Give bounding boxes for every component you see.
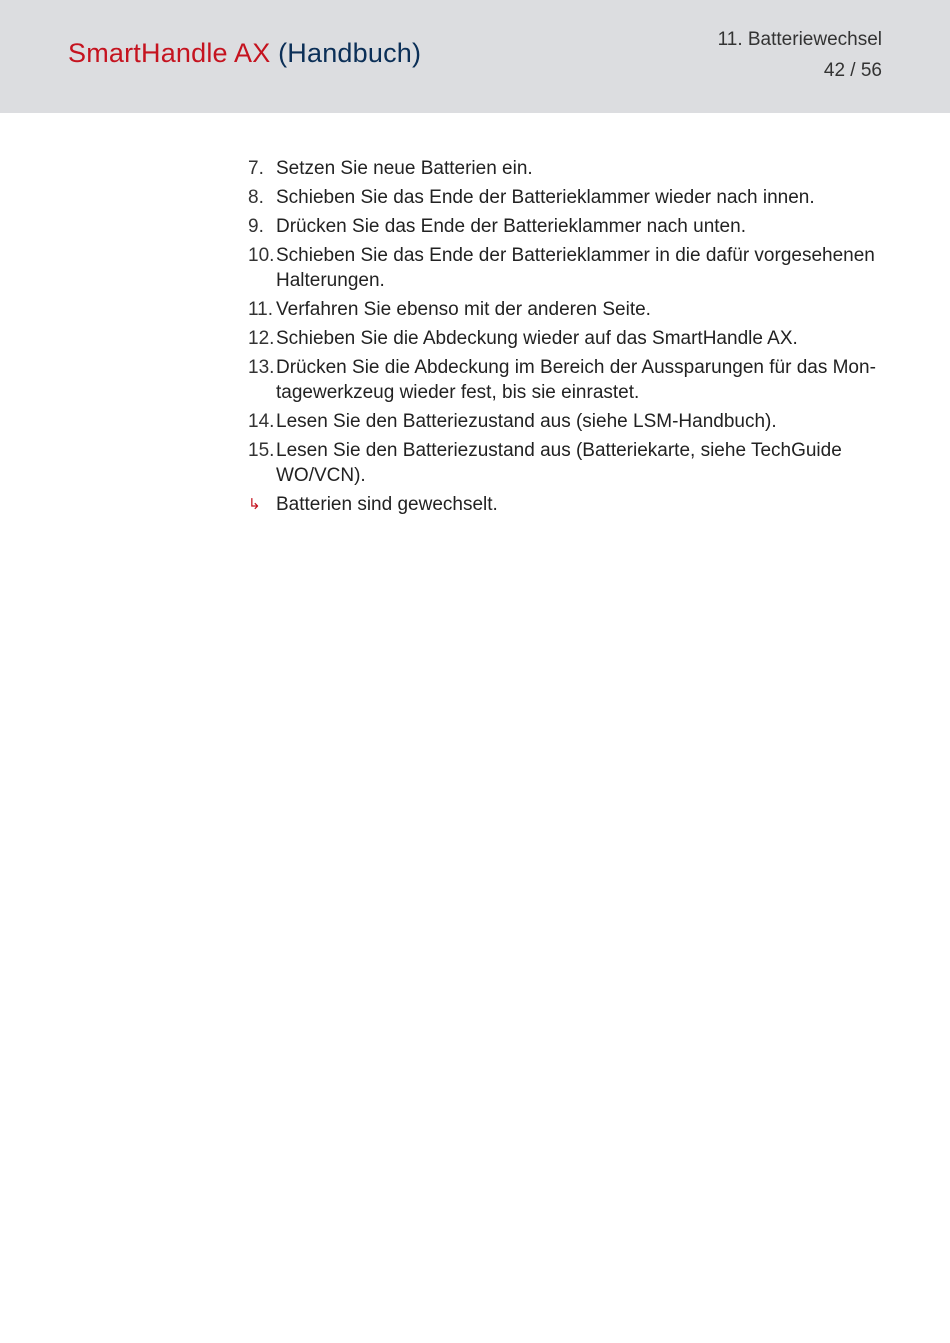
list-item — [248, 438, 878, 488]
list-item — [248, 409, 878, 434]
step-text: Schieben Sie die Abdeckung wieder auf das SmartHandle AX. — [276, 328, 798, 349]
step-number: 13. — [248, 357, 275, 378]
step-number: 15. — [248, 440, 275, 461]
list-item — [248, 214, 878, 239]
step-number: 10. — [248, 245, 275, 266]
step-number: 7. — [248, 158, 264, 179]
step-text: Schieben Sie das Ende der Batterieklammer wieder nach innen. — [276, 187, 815, 208]
step-number: 9. — [248, 216, 264, 237]
step-number: 8. — [248, 187, 264, 208]
result-arrow-icon: ↳ — [248, 496, 261, 513]
document-title — [68, 38, 421, 69]
step-number: 11. — [248, 299, 274, 320]
step-text: Drücken Sie die Abdeckung im Bereich der Aussparungen für das Montagewerkzeug wieder fest, bis sie einrastet. — [276, 357, 876, 403]
list-item — [248, 156, 878, 181]
step-text: Verfahren Sie ebenso mit der anderen Seite. — [276, 299, 651, 320]
list-item — [248, 185, 878, 210]
step-text: Setzen Sie neue Batterien ein. — [276, 158, 533, 179]
step-number: 14. — [248, 411, 275, 432]
list-item — [248, 326, 878, 351]
brand-name: SmartHandle AX — [68, 38, 271, 68]
page-header — [0, 0, 950, 113]
step-text: Schieben Sie das Ende der Batterieklammer in die dafür vorgesehenen Halterungen. — [276, 245, 875, 291]
brand-subtitle: (Handbuch) — [278, 38, 422, 68]
step-text: Lesen Sie den Batteriezustand aus (siehe LSM-Handbuch). — [276, 411, 777, 432]
result-text: Batterien sind gewechselt. — [276, 494, 498, 515]
result-item — [248, 492, 878, 517]
step-text: Lesen Sie den Batteriezustand aus (Batteriekarte, siehe TechGuide WO/VCN). — [276, 440, 842, 486]
chapter-title: 11. Batteriewechsel — [717, 29, 882, 50]
list-item — [248, 355, 878, 405]
step-number: 12. — [248, 328, 275, 349]
step-text: Drücken Sie das Ende der Batterieklammer nach unten. — [276, 216, 746, 237]
list-item — [248, 297, 878, 322]
list-item — [248, 243, 878, 293]
instruction-list — [248, 156, 878, 521]
page-number: 42 / 56 — [823, 60, 882, 81]
